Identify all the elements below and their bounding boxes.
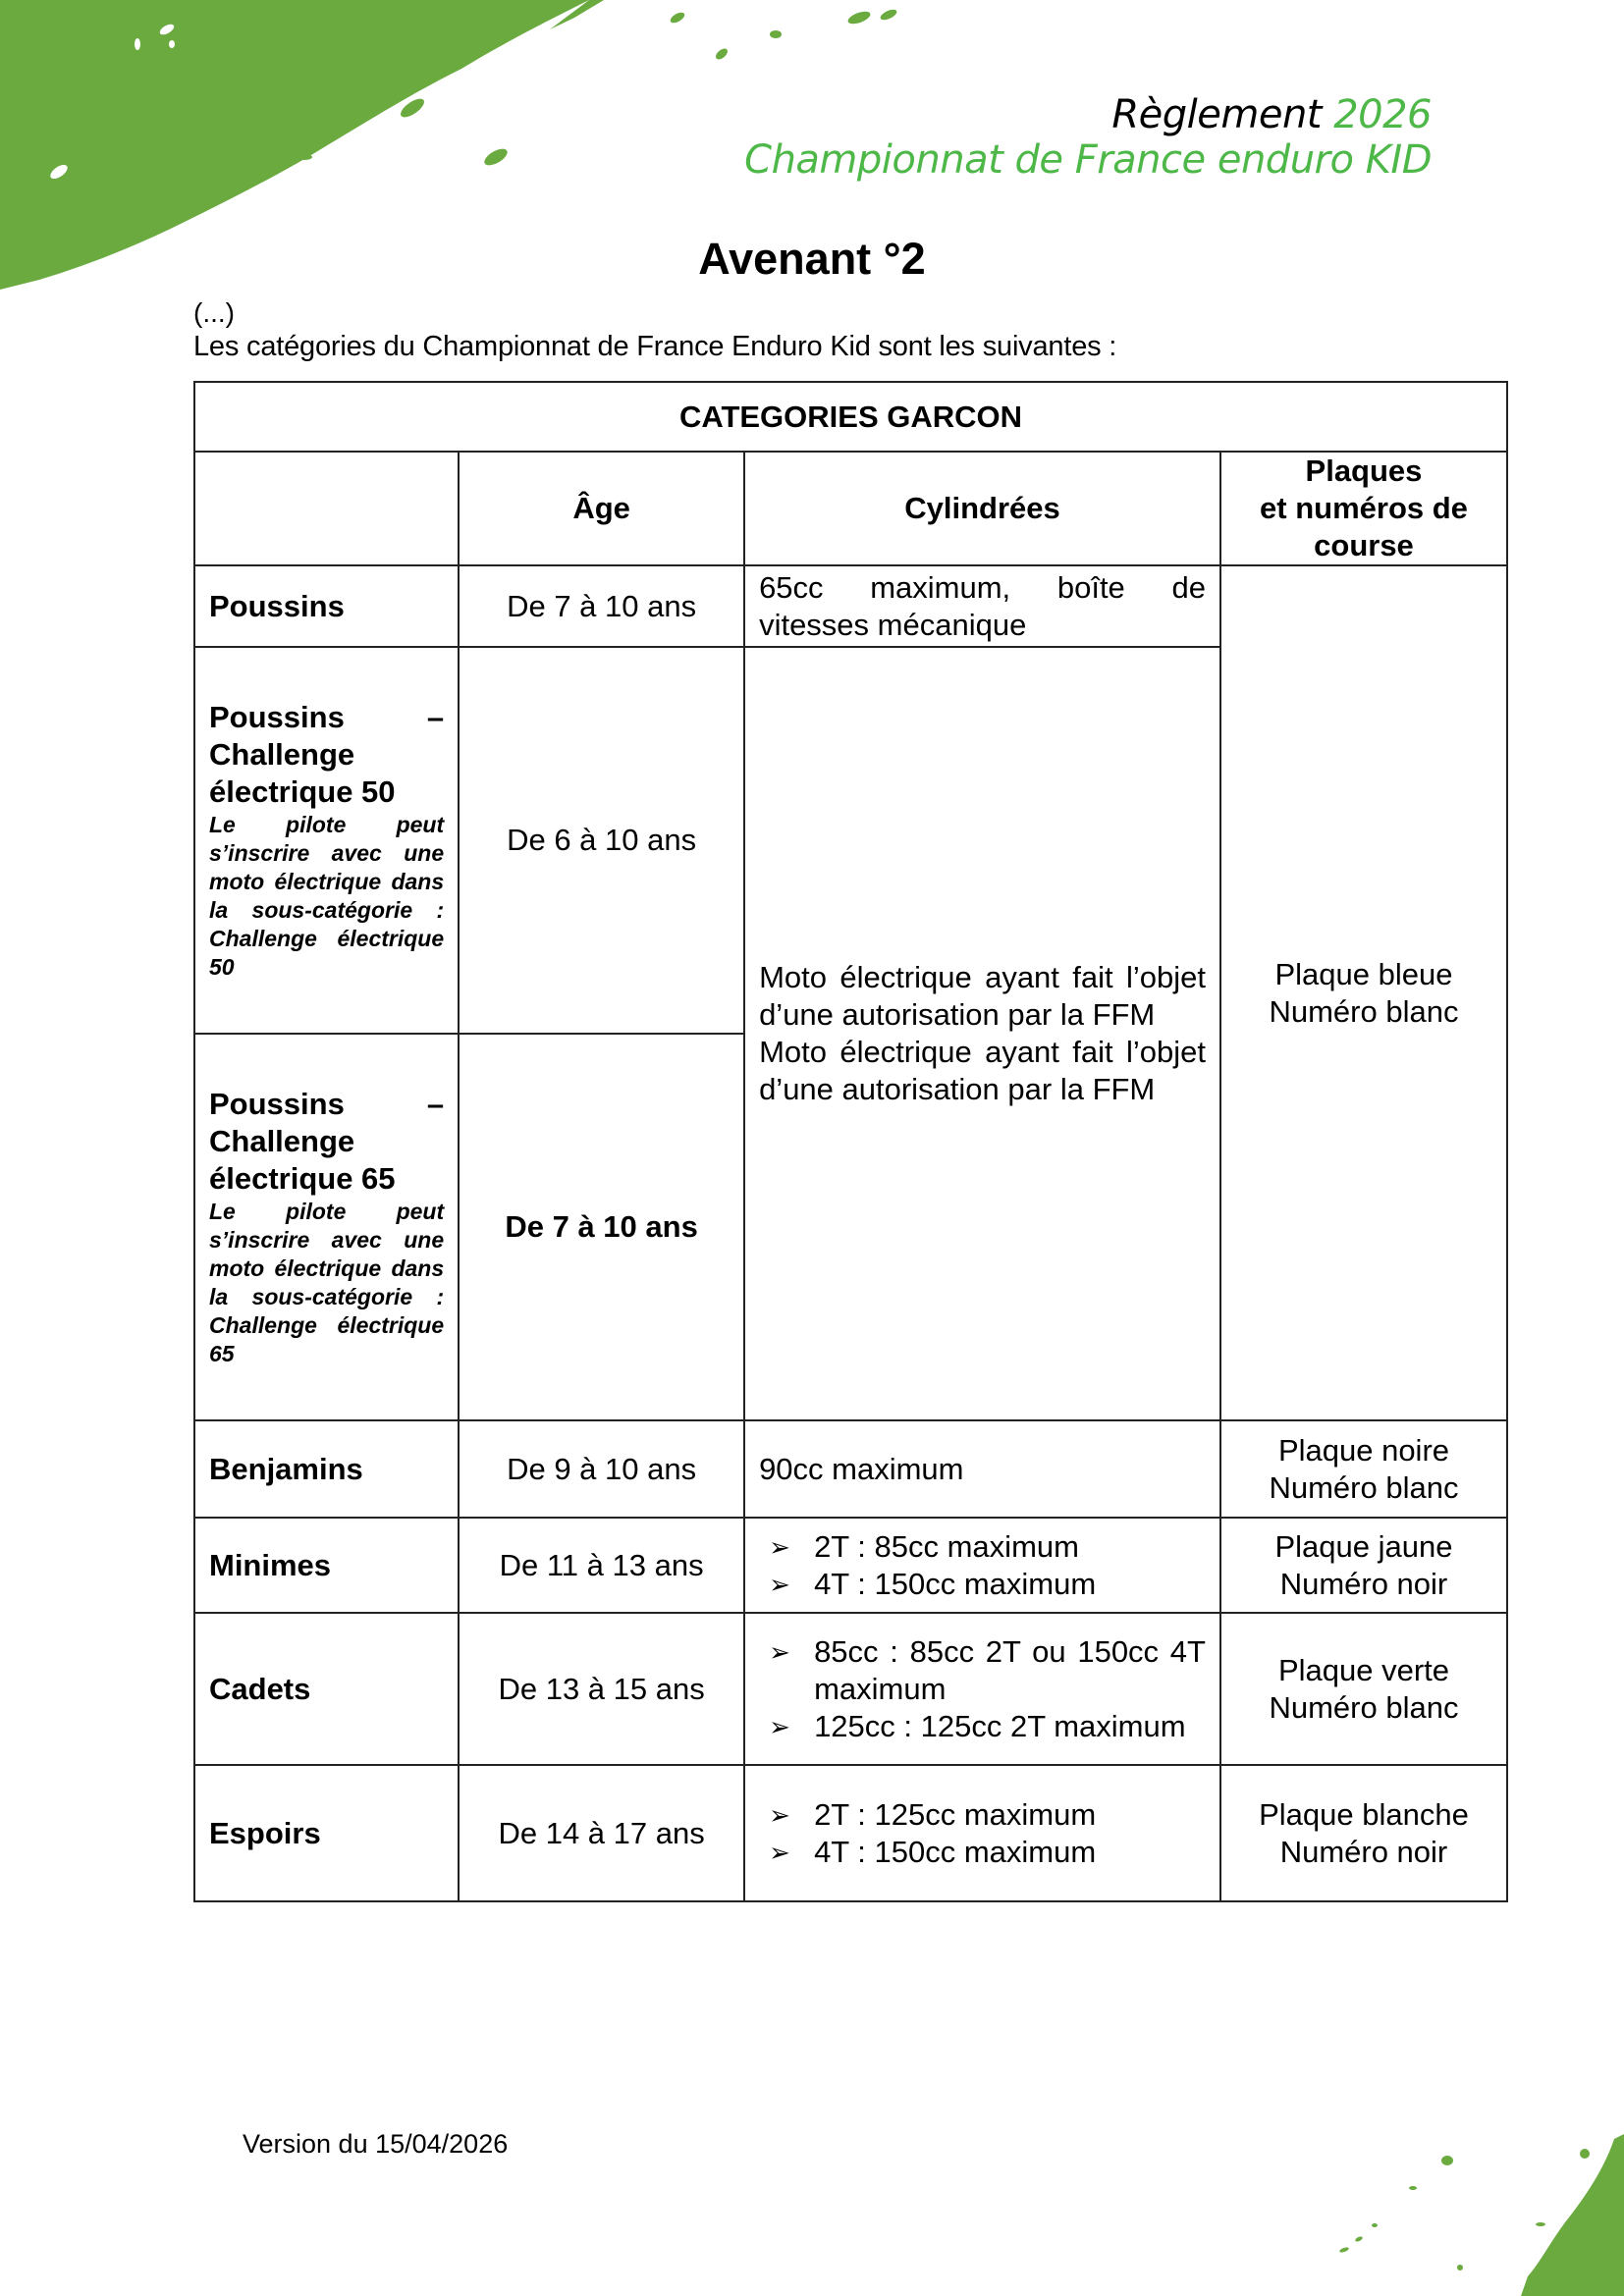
category-age: De 11 à 13 ans [459,1518,744,1613]
category-plate [1220,565,1507,1420]
category-cylinder [744,1518,1220,1613]
category-age: De 9 à 10 ans [459,1420,744,1518]
arrow-bullet-icon: ➢ [769,1569,790,1599]
categories-table [193,381,1508,1902]
category-name: Minimes [194,1518,459,1613]
document-header [744,92,1432,183]
number-color: Numéro blanc [1269,993,1459,1029]
plate-color: Plaque verte [1277,1652,1449,1687]
category-age: De 13 à 15 ans [459,1613,744,1765]
arrow-bullet-icon: ➢ [769,1837,790,1867]
category-name: Benjamins [194,1420,459,1518]
plate-color: Plaque noire [1277,1432,1450,1468]
category-plate [1220,1518,1507,1613]
category-plate [1220,1765,1507,1901]
table-header-row [194,452,1507,565]
header-plates-line: course [1314,528,1414,562]
cylinder-item-text: 2T : 125cc maximum [814,1796,1097,1832]
number-color: Numéro noir [1279,1566,1448,1601]
number-color: Numéro noir [1279,1834,1448,1869]
reglement-label: Règlement [1111,92,1322,137]
document-title: Avenant °2 [698,234,926,284]
category-name: Poussins [194,565,459,647]
table-row [194,565,1507,647]
header-plates [1220,452,1507,565]
table-title: CATEGORIES GARCON [194,382,1507,452]
cylinder-list-item [769,1834,1206,1871]
category-note: Le pilote peut s’inscrire avec une moto électrique dans la sous-catégorie : Challenge électrique 50 [209,812,445,980]
arrow-bullet-icon: ➢ [769,1711,790,1741]
table-title-row [194,382,1507,452]
cylinder-item-text: 85cc : 85cc 2T ou 150cc 4T maximum [814,1633,1206,1706]
table-row [194,1420,1507,1518]
cylinder-list-item [769,1633,1206,1708]
category-name: Poussins – Challenge électrique 50 [209,700,445,809]
category-cell [194,1034,459,1420]
table-row [194,1765,1507,1901]
header-plates-line: Plaques [1305,454,1423,488]
number-color: Numéro blanc [1269,1469,1459,1505]
plate-color: Plaque bleue [1274,956,1453,991]
cylinder-item-text: 125cc : 125cc 2T maximum [814,1708,1186,1743]
plate-color: Plaque jaune [1274,1528,1453,1564]
cylinder-item-text: 2T : 85cc maximum [814,1528,1079,1564]
category-cylinder [744,1613,1220,1765]
category-cylinder: 65cc maximum, boîte de vitesses mécanique [744,565,1220,647]
header-reglement [744,92,1432,137]
header-championship: Championnat de France enduro KID [744,137,1432,183]
number-color: Numéro blanc [1269,1689,1459,1725]
plate-color: Plaque blanche [1259,1796,1469,1832]
arrow-bullet-icon: ➢ [769,1799,790,1830]
arrow-bullet-icon: ➢ [769,1636,790,1667]
table-row [194,1518,1507,1613]
category-plate [1220,1613,1507,1765]
header-cylinder: Cylindrées [744,452,1220,565]
category-cylinder: 90cc maximum [744,1420,1220,1518]
header-age: Âge [459,452,744,565]
cylinder-list-item [769,1566,1206,1603]
intro-paragraph: Les catégories du Championnat de France Enduro Kid sont les suivantes : [193,331,1117,362]
cylinder-item-text: 4T : 150cc maximum [814,1834,1097,1869]
cylinder-list-item [769,1528,1206,1566]
category-name: Poussins – Challenge électrique 65 [209,1087,445,1196]
cylinder-list-item [769,1796,1206,1834]
cylinder-text: Moto électrique ayant fait l’objet d’une autorisation par la FFM [759,1035,1206,1106]
table-row [194,1613,1507,1765]
category-cell [194,647,459,1034]
category-age: De 14 à 17 ans [459,1765,744,1901]
category-age: De 7 à 10 ans [459,565,744,647]
category-note: Le pilote peut s’inscrire avec une moto électrique dans la sous-catégorie : Challenge électrique 65 [209,1199,445,1366]
category-age: De 6 à 10 ans [459,647,744,1034]
cylinder-list-item [769,1708,1206,1745]
category-cylinder [744,647,1220,1420]
header-category [194,452,459,565]
cylinder-item-text: 4T : 150cc maximum [814,1566,1097,1601]
category-name: Espoirs [194,1765,459,1901]
category-age: De 7 à 10 ans [459,1034,744,1420]
header-plates-line: et numéros de [1260,491,1468,525]
category-cylinder [744,1765,1220,1901]
ellipsis-text: (...) [193,297,235,328]
reglement-year: 2026 [1333,92,1432,137]
arrow-bullet-icon: ➢ [769,1531,790,1562]
green-splash-decoration-bottom [1271,2060,1624,2296]
cylinder-text: Moto électrique ayant fait l’objet d’une autorisation par la FFM [759,960,1206,1032]
version-footer: Version du 15/04/2026 [243,2129,509,2159]
category-plate [1220,1420,1507,1518]
category-name: Cadets [194,1613,459,1765]
